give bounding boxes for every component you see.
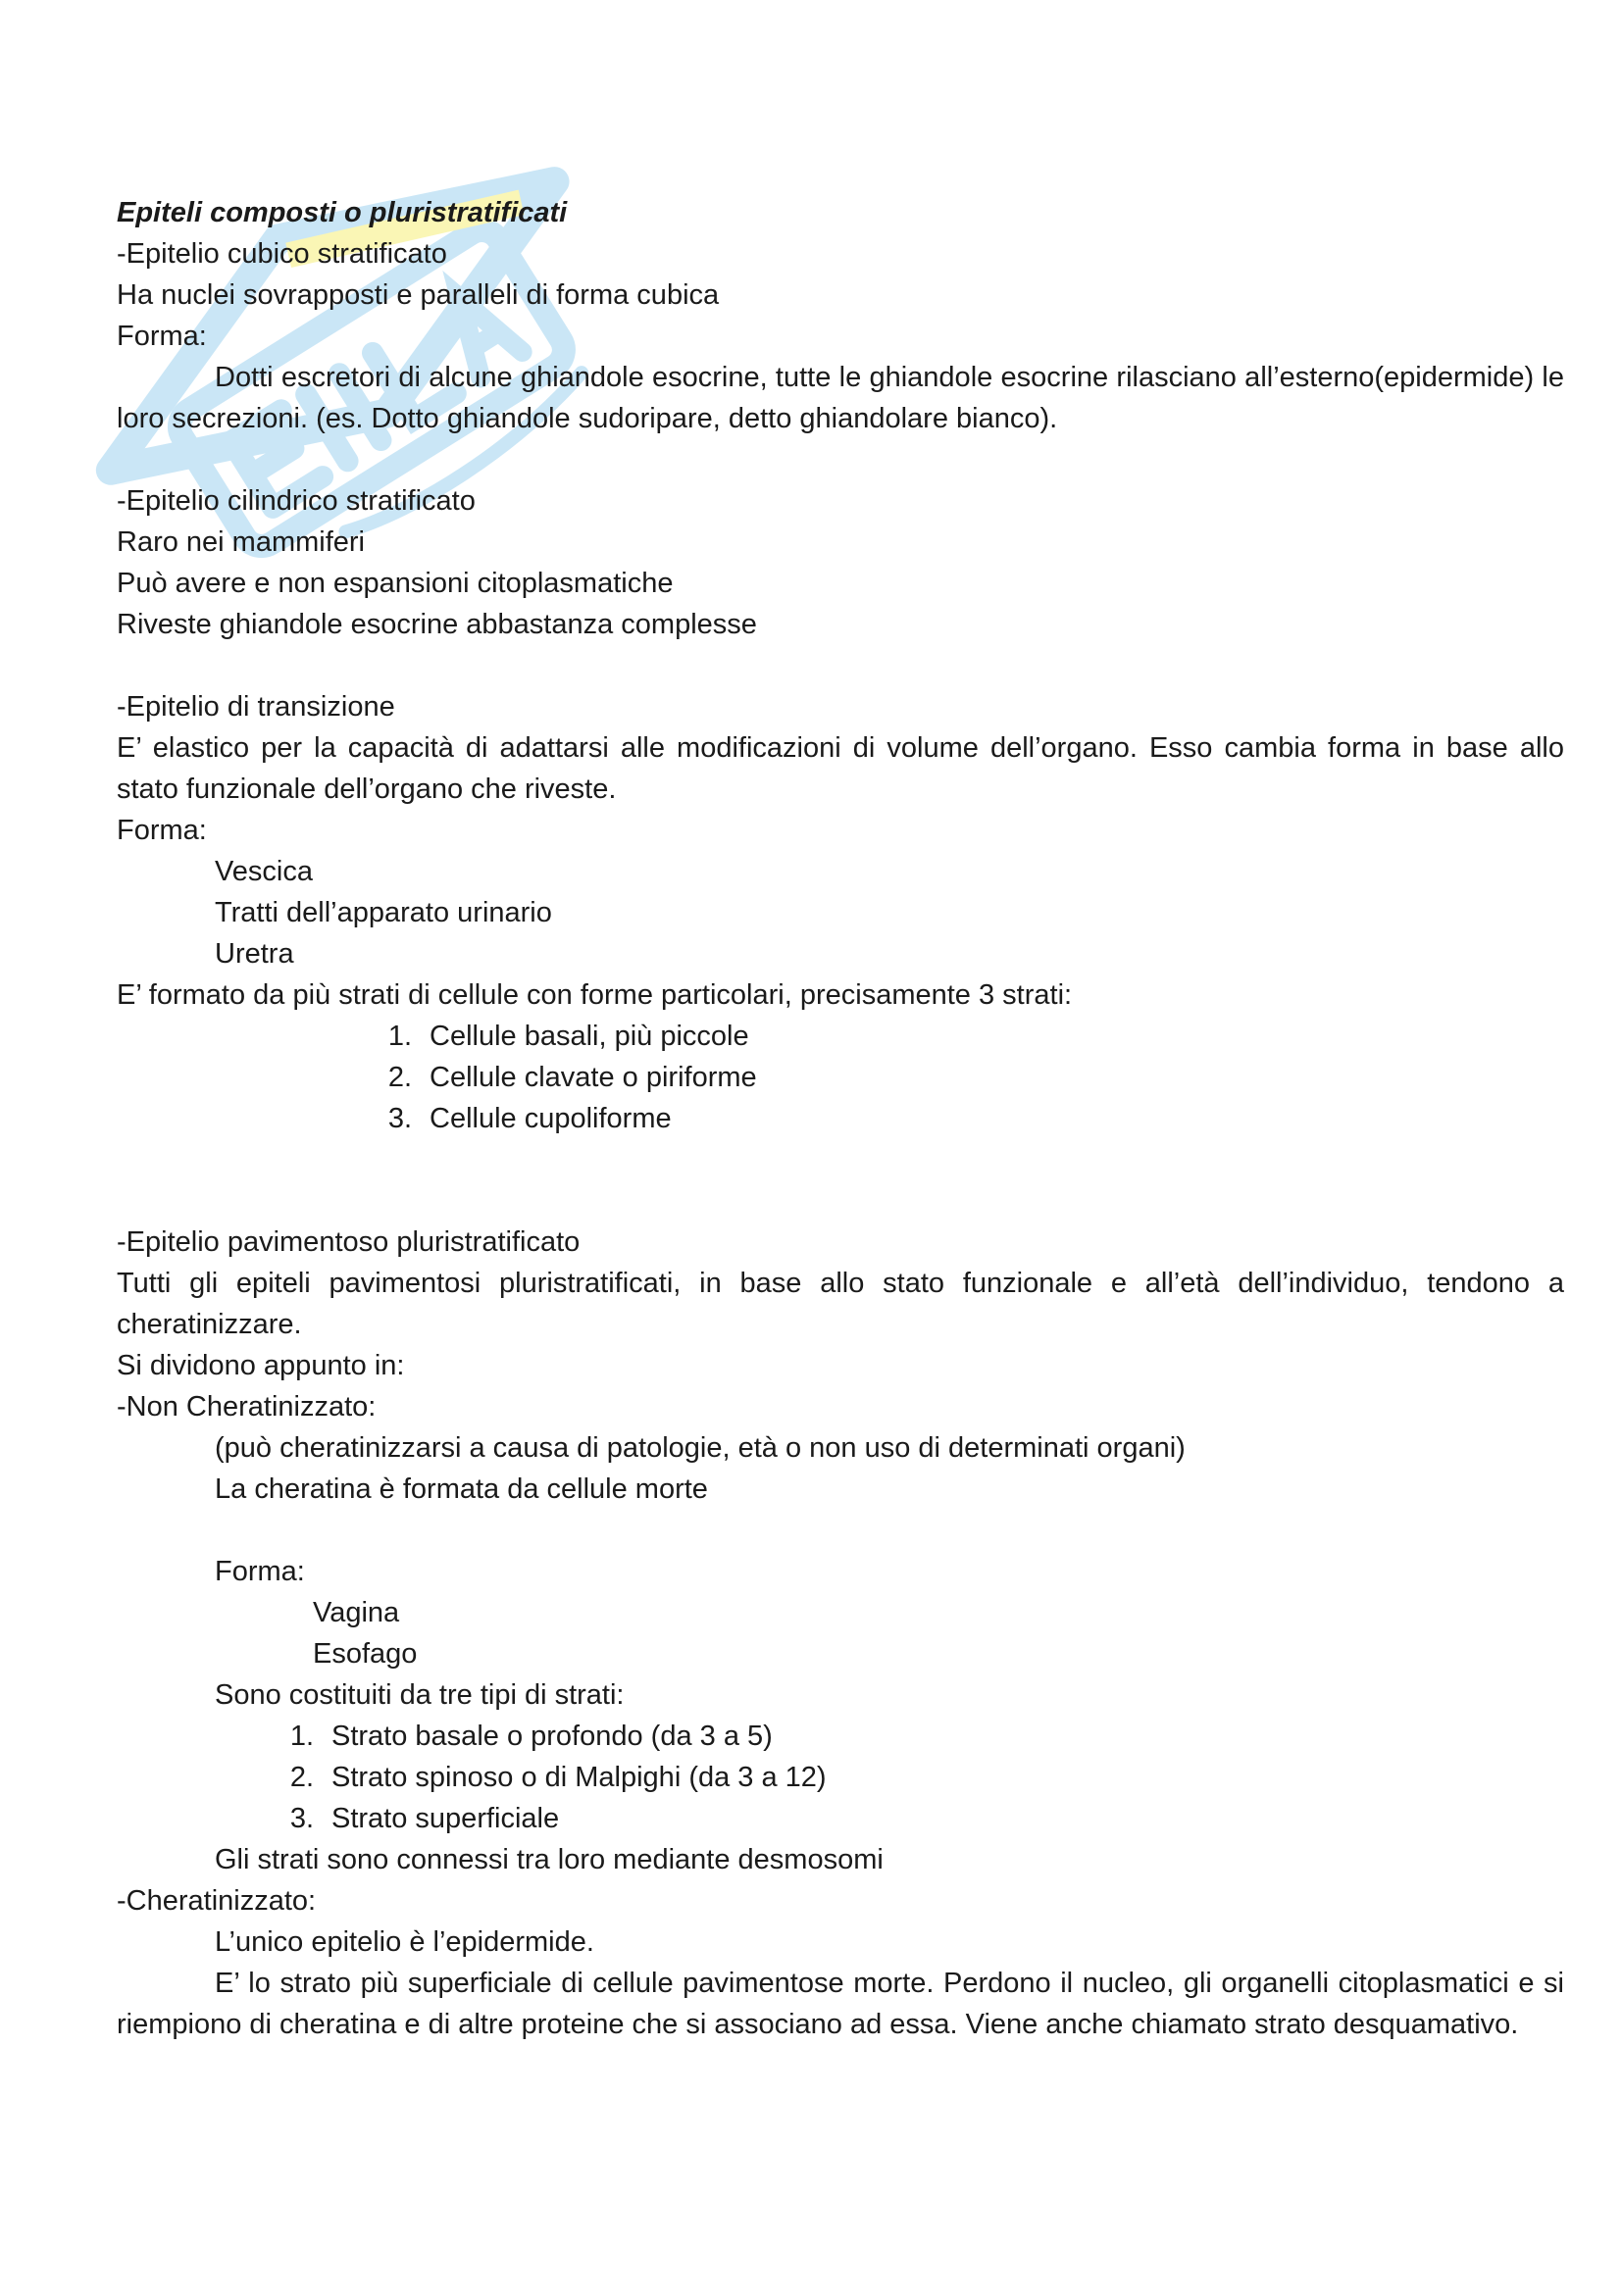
list-number: 1. <box>387 1021 412 1052</box>
section-heading-cubico: -Epitelio cubico stratificato <box>117 238 447 270</box>
list-number: 3. <box>289 1803 314 1834</box>
list-item <box>362 1016 1564 1057</box>
paragraph-dotti: Dotti escretori di alcune ghiandole esocrine, tutte le ghiandole esocrine rilasciano all’esterno(epidermide) le loro secrezioni. (es. Dotto ghiandole sudoripare, detto ghiandolare bianco). <box>117 362 1564 434</box>
forma-item: Vagina <box>313 1597 400 1628</box>
text-line: La cheratina è formata da cellule morte <box>215 1473 708 1505</box>
document-title: Epiteli composti o pluristratificati <box>117 197 568 228</box>
list-item <box>362 1098 1564 1139</box>
spacer <box>117 439 1564 480</box>
forma-item: Esofago <box>313 1638 418 1670</box>
forma-item: Uretra <box>215 938 294 970</box>
forma-item: Tratti dell’apparato urinario <box>215 897 552 928</box>
text-line: Ha nuclei sovrapposti e paralleli di forma cubica <box>117 279 720 311</box>
strati-intro: E’ formato da più strati di cellule con forme particolari, precisamente 3 strati: <box>117 979 1073 1011</box>
paragraph-tutti: Tutti gli epiteli pavimentosi pluristratificati, in base allo stato funzionale e all’età dell’individuo, tendono a cheratinizzare. <box>117 1268 1564 1340</box>
text-line: Può avere e non espansioni citoplasmatiche <box>117 568 674 599</box>
list-item <box>264 1757 1564 1798</box>
list-text: Strato basale o profondo (da 3 a 5) <box>331 1721 773 1752</box>
section-heading-cilindrico: -Epitelio cilindrico stratificato <box>117 485 476 517</box>
list-item <box>264 1716 1564 1757</box>
text-line: Gli strati sono connessi tra loro mediante desmosomi <box>215 1844 884 1875</box>
forma-item: Vescica <box>215 856 313 887</box>
text-line: Raro nei mammiferi <box>117 526 365 558</box>
list-text: Cellule clavate o piriforme <box>430 1062 757 1093</box>
section-heading-pavimentoso: -Epitelio pavimentoso pluristratificato <box>117 1226 581 1258</box>
text-line: Riveste ghiandole esocrine abbastanza complesse <box>117 609 757 640</box>
list-text: Cellule cupoliforme <box>430 1103 672 1134</box>
list-text: Strato superficiale <box>331 1803 560 1834</box>
list-text: Strato spinoso o di Malpighi (da 3 a 12) <box>331 1762 827 1793</box>
list-number: 3. <box>387 1103 412 1134</box>
list-number: 2. <box>289 1762 314 1793</box>
spacer <box>117 1510 1564 1551</box>
list-item <box>264 1798 1564 1839</box>
list-number: 1. <box>289 1721 314 1752</box>
subheading-cheratinizzato: -Cheratinizzato: <box>117 1885 317 1917</box>
spacer <box>117 645 1564 686</box>
spacer <box>117 1139 1564 1222</box>
strati-list <box>117 1016 1564 1139</box>
paragraph-elastico: E’ elastico per la capacità di adattarsi alle modificazioni di volume dell’organo. Esso cambia forma in base allo stato funzionale dell’organo che riveste. <box>117 732 1564 805</box>
list-text: Cellule basali, più piccole <box>430 1021 749 1052</box>
section-heading-transizione: -Epitelio di transizione <box>117 691 395 723</box>
text-line: L’unico epitelio è l’epidermide. <box>215 1926 594 1958</box>
document-page <box>117 192 1564 2045</box>
text-line: (può cheratinizzarsi a causa di patologie, età o non uso di determinati organi) <box>215 1432 1186 1464</box>
list-item <box>362 1057 1564 1098</box>
forma-label: Forma: <box>117 321 207 352</box>
text-line: Si dividono appunto in: <box>117 1350 405 1381</box>
forma-label: Forma: <box>215 1556 305 1587</box>
forma-label: Forma: <box>117 815 207 846</box>
strati-intro: Sono costituiti da tre tipi di strati: <box>215 1679 625 1711</box>
paragraph-strato-superficiale: E’ lo strato più superficiale di cellule pavimentose morte. Perdono il nucleo, gli organelli citoplasmatici e si riempiono di cheratina e di altre proteine che si associano ad essa. Viene anche chiamato strato desquamativo. <box>117 1968 1564 2040</box>
list-number: 2. <box>387 1062 412 1093</box>
subheading-non-cheratinizzato: -Non Cheratinizzato: <box>117 1391 377 1423</box>
strati-list <box>117 1716 1564 1839</box>
